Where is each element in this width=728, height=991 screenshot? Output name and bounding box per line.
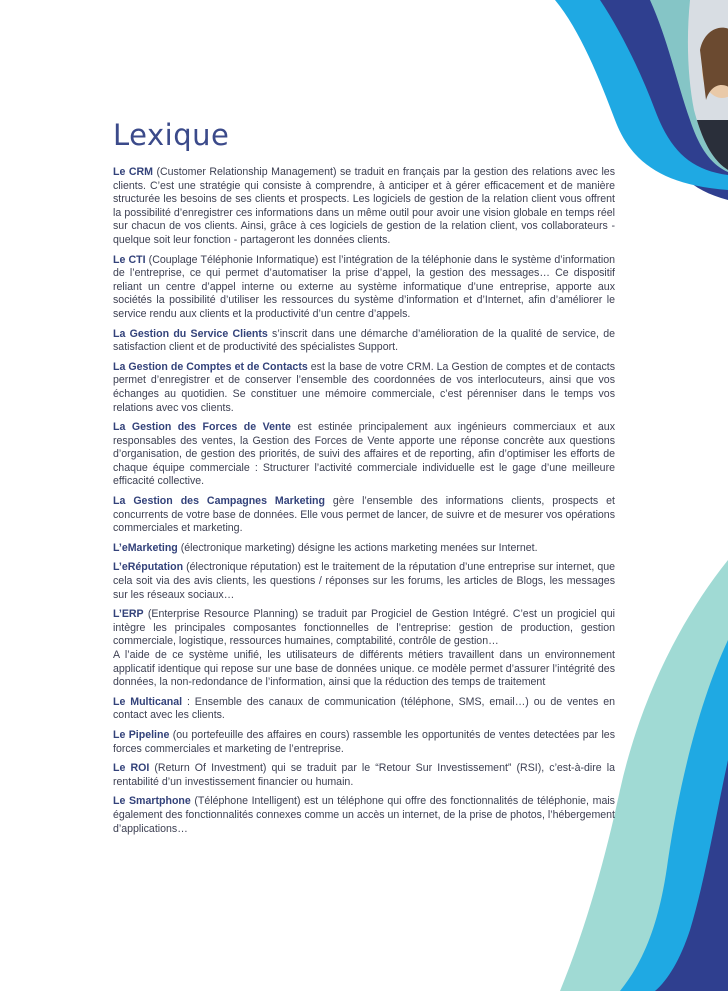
definition-continued: A l’aide de ce système unifié, les utilisateurs de différents métiers travaillent dans un environnement applicatif identique qui repose sur une base de données unique. ce modèle permet d’assurer l’intégrité des données, la non-redondance de l’information, ainsi que la réduction des temps de traitement xyxy=(113,649,615,689)
term: La Gestion des Campagnes Marketing xyxy=(113,495,325,508)
definition: s’inscrit dans une démarche d’amélioration de la qualité de service, de satisfaction client et de productivité des spécialistes Support. xyxy=(113,327,615,354)
term: L’eMarketing xyxy=(113,541,178,554)
definition: (Customer Relationship Management) se traduit en français par la gestion des relations avec les clients. C’est une stratégie qui consiste à comprendre, à anticiper et à gérer efficacement et de manière structurée les besoins de ses clients et prospects. Les logiciels de gestion de la relation client vous offrent la possibilité d’enregistrer ces informations dans un même outil pour avoir une vision globale en temps réel sur chacun de vos clients. Ainsi, grâce à ces logiciels de gestion de la relation client, vos collaborateurs - quelque soit leur fonction - partageront les données clients. xyxy=(113,166,615,246)
glossary-entry-campagnes-marketing xyxy=(113,495,615,536)
glossary-entry-roi xyxy=(113,762,615,789)
term: La Gestion des Forces de Vente xyxy=(113,421,291,434)
definition: est la base de votre CRM. La Gestion de comptes et de contacts permet d’enregistrer et de conserver l’ensemble des coordonnées de vos interlocuteurs, ainsi que vos échanges au quotidien. Se constituer une mémoire commerciale, c’est pérenniser dans le temps vos relations avec vos clients. xyxy=(113,360,615,414)
glossary-entry-pipeline xyxy=(113,729,615,756)
term: Le CTI xyxy=(113,253,146,266)
term: Le CRM xyxy=(113,166,153,178)
definition: (Enterprise Resource Planning) se traduit par Progiciel de Gestion Intégré. C’est un progiciel qui intègre les principales composantes fonctionnelles de l’entreprise: gestion de production, gestion commerciale, logistique, ressources humaines, comptabilité, contrôle de gestion… xyxy=(113,608,615,648)
glossary-entry-smartphone xyxy=(113,795,615,836)
term: L’ERP xyxy=(113,608,144,621)
glossary-entry-forces-de-vente xyxy=(113,421,615,489)
definition: : Ensemble des canaux de communication (téléphone, SMS, email…) ou de ventes en contact avec les clients. xyxy=(113,695,615,722)
term: Le Multicanal xyxy=(113,695,183,708)
definition: est estinée principalement aux ingénieurs commerciaux et aux responsables des ventes, la Gestion des Forces de Vente apporte une réponse concrète aux questions d’organisation, de gestion des priorités, de suivi des affaires et de reporting, afin d’optimiser les efforts de chaque équipe commerciale : Structurer l’activité commerciale individuelle est le gage d’une meilleure efficacité collective. xyxy=(113,421,615,488)
glossary-entry-service-clients xyxy=(113,328,615,355)
page-title: Lexique xyxy=(113,118,230,152)
definition: (électronique marketing) désigne les actions marketing menées sur Internet. xyxy=(177,541,538,554)
term: Le ROI xyxy=(113,762,150,775)
term: Le Pipeline xyxy=(113,728,170,741)
glossary-entry-multicanal xyxy=(113,696,615,723)
definition: (Couplage Téléphonie Informatique) est l’intégration de la téléphonie dans le système d’information de l’entreprise, ce qui permet d’automatiser la prise d’appel, la gestion des messages… Ce dispositif reliant un centre d’appel interne ou externe au système informatique d’une entreprise, apporte aux sociétés la possibilité d’utiliser les ressources du système d’information et d’Internet, afin d’améliorer le service rendu aux clients et la productivité d’un centre d’appels. xyxy=(113,253,615,320)
definition: (Return Of Investment) qui se traduit par le “Retour Sur Investissement” (RSI), c’est-à-dire la rentabilité d’un investissement financier ou humain. xyxy=(113,762,615,788)
term: La Gestion de Comptes et de Contacts xyxy=(113,360,308,373)
definition: (ou portefeuille des affaires en cours) rassemble les opportunités de ventes detectées par les forces commerciales et marketing de l’entreprise. xyxy=(113,728,615,755)
glossary-entry-crm xyxy=(113,166,615,248)
term: L’eRéputation xyxy=(113,561,184,574)
glossary-entry-cti xyxy=(113,254,615,322)
definition: gère l’ensemble des informations clients, prospects et concurrents de votre base de données. Elle vous permet de lancer, de suivre et de mesurer vos opérations commerciales et marketing. xyxy=(113,495,616,535)
glossary-content xyxy=(113,166,615,842)
glossary-entry-emarketing xyxy=(113,542,615,556)
glossary-entry-ereputation xyxy=(113,561,615,602)
term: La Gestion du Service Clients xyxy=(113,327,268,340)
term: Le Smartphone xyxy=(113,795,191,808)
definition: (Téléphone Intelligent) est un téléphone qui offre des fonctionnalités de téléphonie, mais également des fonctionnalités connexes comme un accès un internet, de la prise de photos, l’hébergement d’applications… xyxy=(113,795,615,835)
glossary-entry-erp xyxy=(113,608,615,690)
definition: (électronique réputation) est le traitement de la réputation d’une entreprise sur internet, que cela soit via des avis clients, les questions / réponses sur les forums, les articles de Blogs, les messages sur les réseaux sociaux… xyxy=(113,561,615,601)
glossary-entry-comptes-contacts xyxy=(113,361,615,415)
